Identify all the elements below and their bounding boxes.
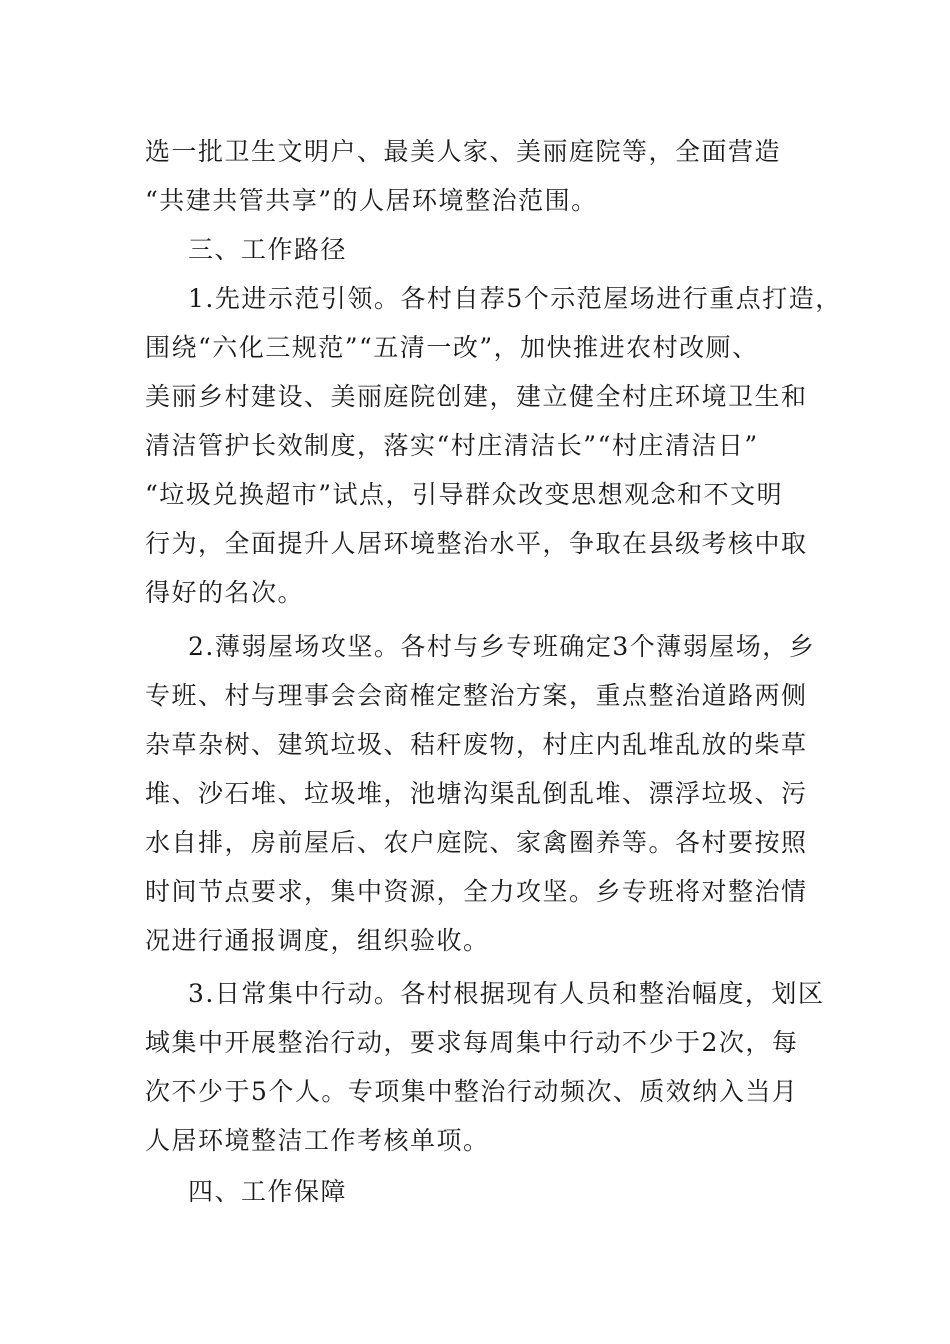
section-heading: 三、工作路径: [188, 235, 348, 264]
section-heading: 四、工作保障: [188, 1177, 348, 1206]
paragraph-start: 3.日常集中行动。各村根据现有人员和整治幅度，划区: [188, 979, 825, 1008]
text-line: 围绕“六化三规范”“五清一改”，加快推进农村改厕、: [145, 333, 759, 362]
text-line: “垃圾兑换超市”试点，引导群众改变思想观念和不文明: [145, 480, 784, 509]
text-line: 人居环境整洁工作考核单项。: [145, 1126, 490, 1155]
text-line: 杂草杂树、建筑垃圾、秸秆废物，村庄内乱堆乱放的柴草: [145, 730, 808, 759]
text-line: 水自排，房前屋后、农户庭院、家禽圈养等。各村要按照: [145, 828, 808, 857]
text-line: 堆、沙石堆、垃圾堆，池塘沟渠乱倒乱堆、漂浮垃圾、污: [145, 779, 808, 808]
text-line: 美丽乡村建设、美丽庭院创建，建立健全村庄环境卫生和: [145, 382, 808, 411]
text-line: 时间节点要求，集中资源，全力攻坚。乡专班将对整治情: [145, 877, 808, 906]
text-line: 清洁管护长效制度，落实“村庄清洁长”“村庄清洁日”: [145, 431, 759, 460]
paragraph-start: 2.薄弱屋场攻坚。各村与乡专班确定3个薄弱屋场，乡: [188, 632, 816, 661]
text-line: 域集中开展整治行动，要求每周集中行动不少于2次，每: [145, 1028, 799, 1057]
text-line: 次不少于5个人。专项集中整治行动频次、质效纳入当月: [145, 1077, 799, 1106]
text-line: 选一批卫生文明户、最美人家、美丽庭院等，全面营造: [145, 137, 782, 166]
text-line: 况进行通报调度，组织验收。: [145, 926, 490, 955]
text-line: 专班、村与理事会会商榷定整治方案，重点整治道路两侧: [145, 681, 808, 710]
text-line: “共建共管共享”的人居环境整治范围。: [145, 186, 598, 215]
text-line: 行为，全面提升人居环境整治水平，争取在县级考核中取: [145, 529, 808, 558]
paragraph-start: 1.先进示范引领。各村自荐5个示范屋场进行重点打造，: [188, 284, 842, 313]
text-line: 得好的名次。: [145, 578, 305, 607]
